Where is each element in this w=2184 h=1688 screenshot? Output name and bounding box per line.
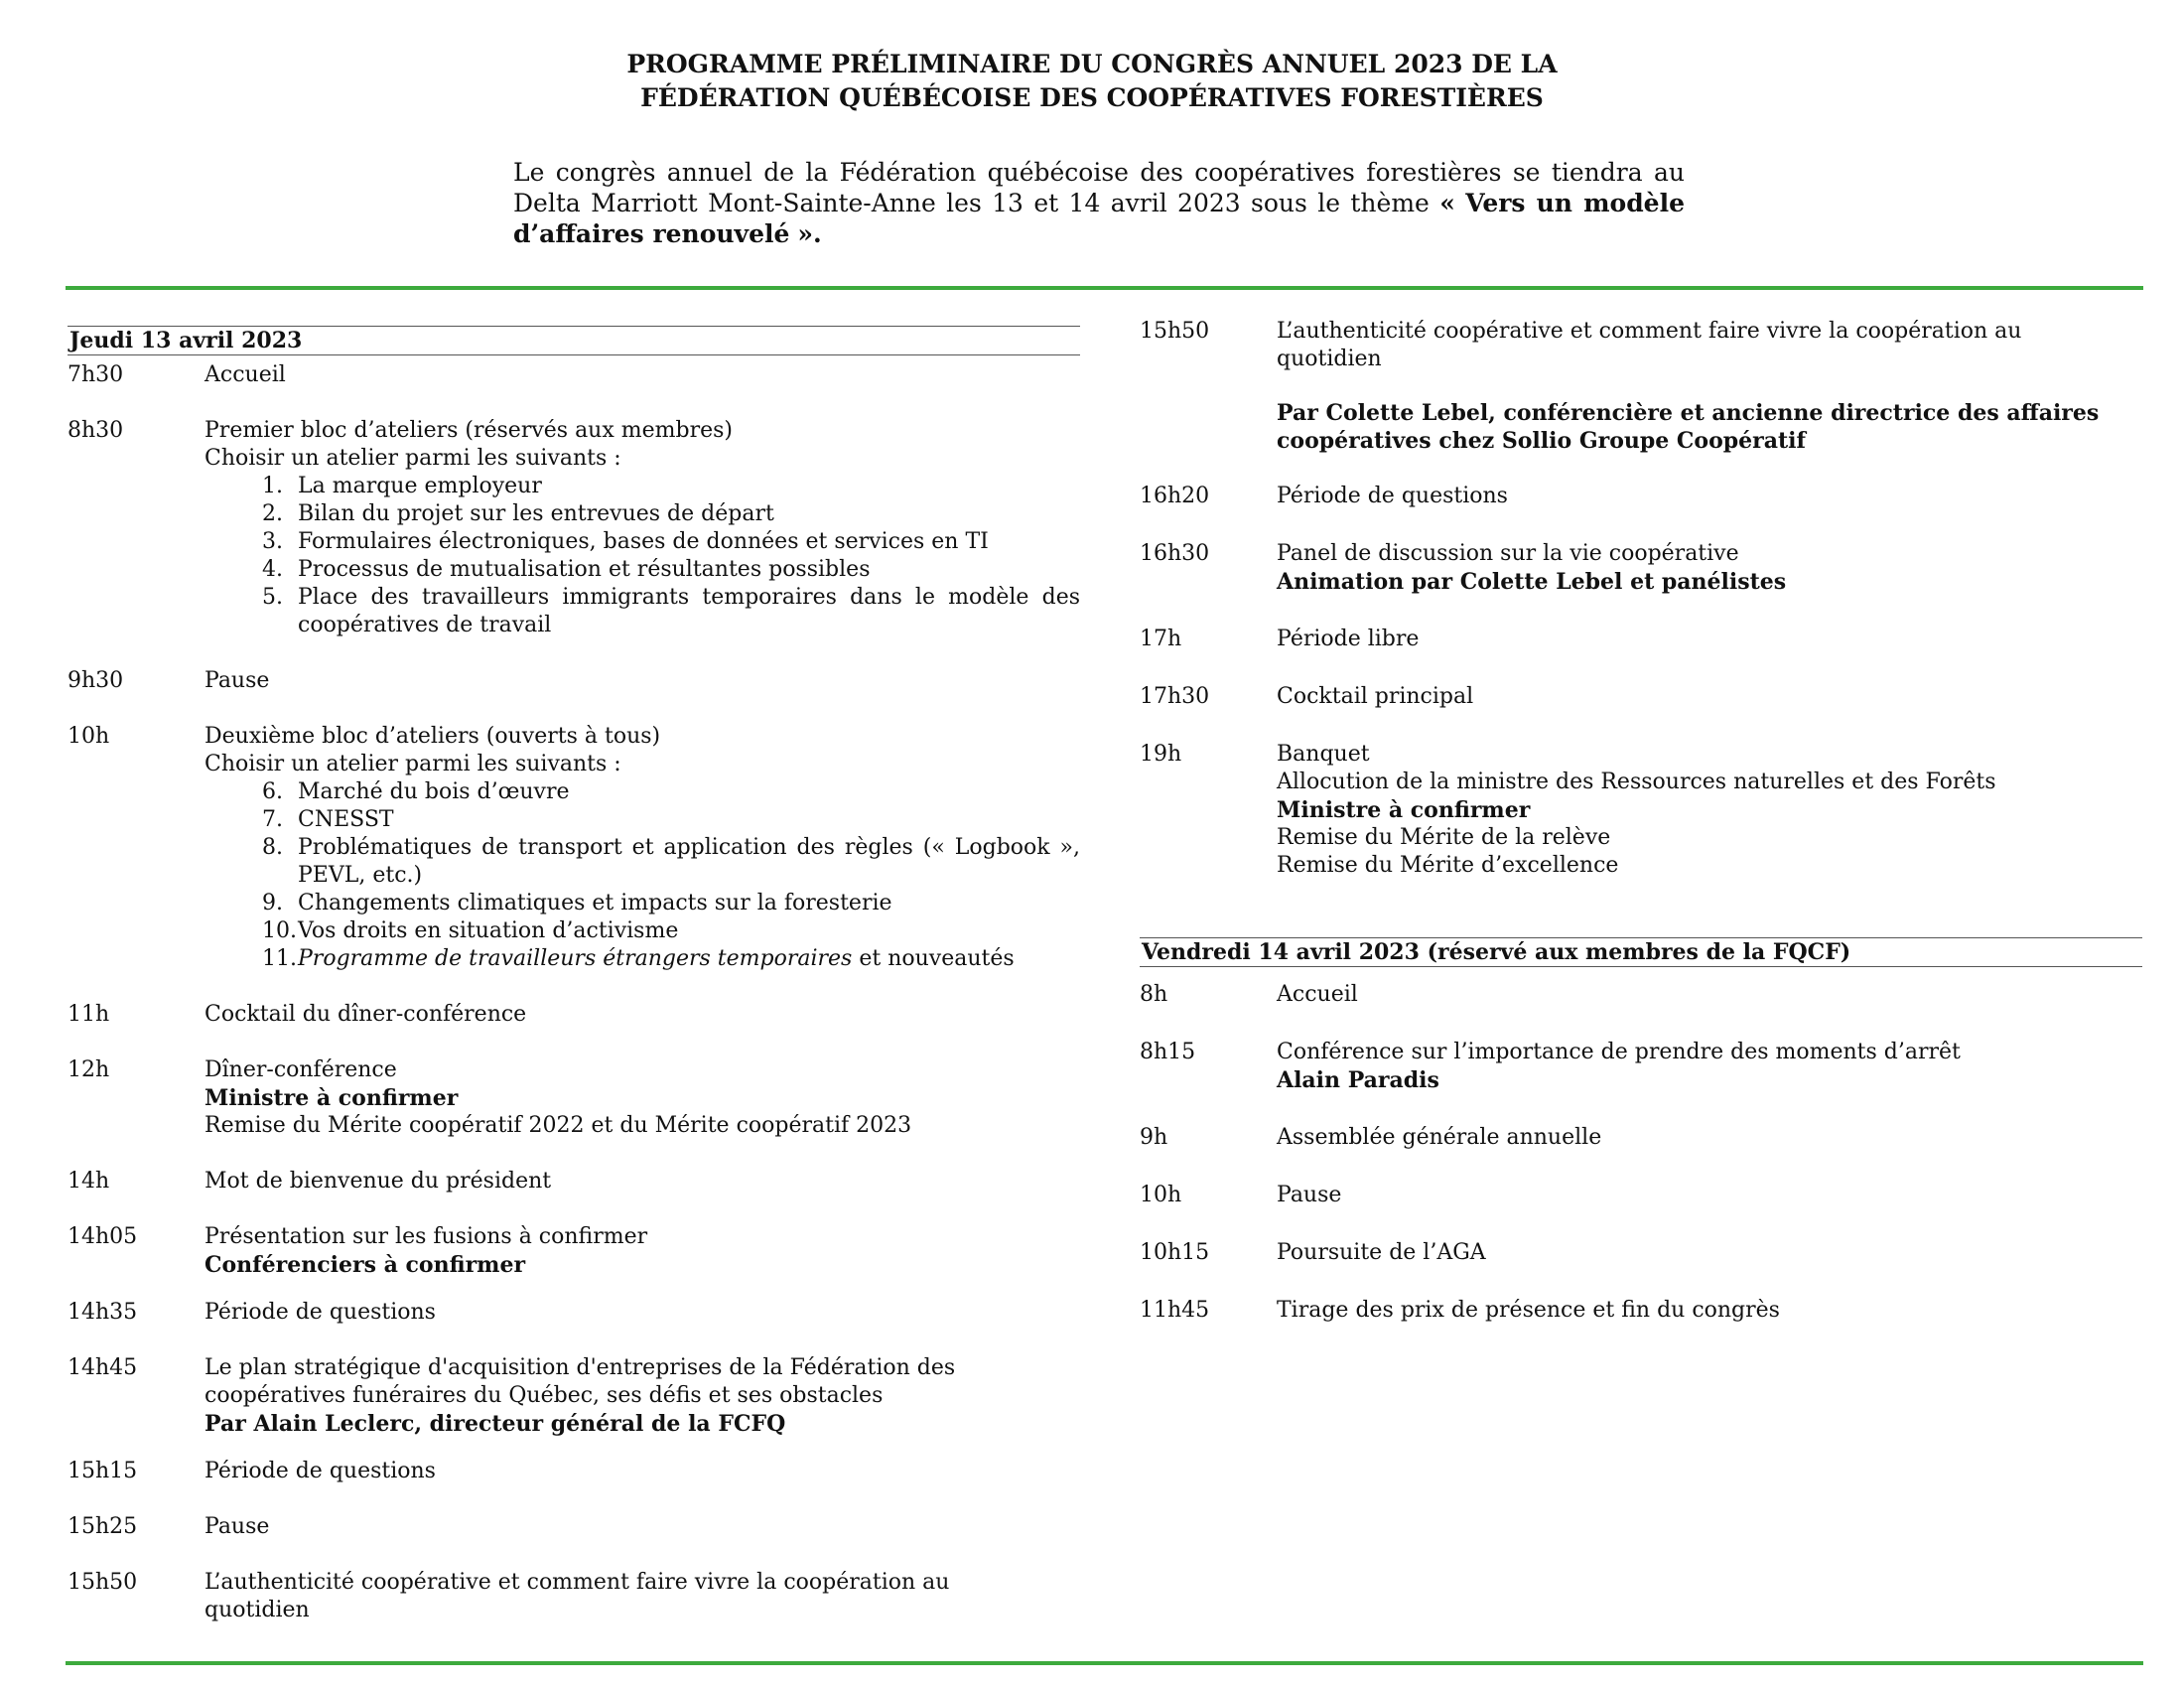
entry-label: L’authenticité coopérative et comment faire vivre la coopération au quotidien (205, 1570, 950, 1622)
workshop-list-1 (205, 473, 1080, 639)
entry-time: 10h15 (1140, 1240, 1210, 1265)
entry-time: 10h (68, 724, 110, 749)
entry-note: Remise du Mérite coopératif 2022 et du Mérite coopératif 2023 (205, 1113, 912, 1138)
schedule-entry (1140, 981, 2142, 1009)
entry-time: 14h35 (68, 1300, 138, 1325)
entry-label: Accueil (205, 362, 286, 387)
schedule-entry (1140, 683, 2142, 711)
schedule-entry (68, 1354, 1080, 1438)
entry-label: Dîner-conférence (205, 1057, 397, 1082)
entry-time: 12h (68, 1057, 110, 1082)
title-line-1: PROGRAMME PRÉLIMINAIRE DU CONGRÈS ANNUEL 2023 DE LA (626, 50, 1558, 78)
entry-note: Remise du Mérite de la relève (1277, 825, 1611, 850)
schedule-entry (68, 1299, 1080, 1327)
entry-label: Poursuite de l’AGA (1277, 1240, 1486, 1265)
list-item: 4. Processus de mutualisation et résultantes possibles (262, 557, 871, 582)
entry-label: Premier bloc d’ateliers (réservés aux membres) (205, 418, 733, 443)
list-item: 3. Formulaires électroniques, bases de données et services en TI (262, 529, 989, 554)
entry-time: 14h05 (68, 1224, 138, 1249)
schedule-entry (1140, 626, 2142, 653)
entry-time: 9h (1140, 1125, 1168, 1150)
intro-quote-close: ». (797, 219, 822, 248)
schedule-entry (1140, 1124, 2142, 1152)
schedule-entry (68, 1223, 1080, 1279)
entry-label: Banquet (1277, 742, 1370, 767)
entry-time: 9h30 (68, 668, 124, 693)
entry-label: L’authenticité coopérative et comment faire vivre la coopération au quotidien (1277, 319, 2022, 371)
top-divider (66, 286, 2143, 290)
entry-choose-note: Choisir un atelier parmi les suivants : (205, 752, 621, 776)
workshop-list-2 (205, 778, 1080, 973)
schedule-entry (68, 1001, 1080, 1029)
entry-time: 7h30 (68, 362, 124, 387)
schedule-entry (68, 361, 1080, 389)
entry-label: Le plan stratégique d'acquisition d'entreprises de la Fédération des coopératives funéraires du Québec, ses défis et ses obstacles (205, 1355, 956, 1408)
list-item: 10. Vos droits en situation d’activisme (262, 918, 679, 943)
schedule-entry (1140, 1039, 2142, 1094)
entry-label: Panel de discussion sur la vie coopérative (1277, 541, 1739, 566)
entry-speaker: Ministre à confirmer (1277, 797, 1531, 823)
schedule-entry (68, 1569, 1080, 1624)
entry-label: Pause (205, 668, 270, 693)
entry-time: 8h (1140, 982, 1168, 1007)
intro-theme: Vers un modèle d’affaires renouvelé (513, 189, 1685, 248)
intro-quote-open: « (1439, 189, 1455, 217)
list-item: 9. Changements climatiques et impacts sur la foresterie (262, 891, 892, 915)
entry-label: Cocktail principal (1277, 684, 1474, 709)
entry-time: 11h45 (1140, 1298, 1210, 1323)
entry-time: 14h45 (68, 1355, 138, 1380)
list-item: 7. CNESST (262, 807, 394, 832)
entry-label: Période libre (1277, 627, 1420, 651)
entry-label: Deuxième bloc d’ateliers (ouverts à tous) (205, 724, 661, 749)
title-line-2: FÉDÉRATION QUÉBÉCOISE DES COOPÉRATIVES FORESTIÈRES (640, 83, 1544, 112)
entry-label: Période de questions (205, 1459, 436, 1483)
bottom-divider (66, 1661, 2143, 1665)
day-heading-thursday: Jeudi 13 avril 2023 (68, 326, 1080, 355)
schedule-entry (1140, 399, 2142, 455)
schedule-left-column (68, 326, 1080, 1624)
schedule-entry (68, 417, 1080, 473)
schedule-entry (1140, 318, 2142, 373)
list-item: 5. Place des travailleurs immigrants temporaires dans le modèle des coopératives de travail (262, 585, 1080, 637)
intro-text: Le congrès annuel de la Fédération québécoise des coopératives forestières se tiendra au Delta Marriott Mont-Sainte-Anne les 13 et 14 avril 2023 sous le thème (513, 158, 1685, 217)
entry-label: Tirage des prix de présence et fin du congrès (1277, 1298, 1780, 1323)
entry-speaker: Animation par Colette Lebel et panélistes (1277, 569, 1787, 595)
entry-time: 17h30 (1140, 684, 1210, 709)
entry-time: 15h50 (1140, 319, 1210, 344)
entry-time: 10h (1140, 1183, 1182, 1207)
schedule-entry (68, 667, 1080, 695)
entry-time: 8h15 (1140, 1040, 1196, 1064)
schedule-entry (68, 1168, 1080, 1196)
entry-note: Allocution de la ministre des Ressources naturelles et des Forêts (1277, 770, 1996, 794)
entry-label: Accueil (1277, 982, 1358, 1007)
entry-note: Remise du Mérite d’excellence (1277, 853, 1619, 878)
entry-time: 14h (68, 1169, 110, 1194)
intro-paragraph (513, 157, 1685, 249)
entry-label: Cocktail du dîner-conférence (205, 1002, 527, 1027)
list-item: 11. Programme de travailleurs étrangers temporaires et nouveautés (262, 946, 1015, 971)
entry-label: Assemblée générale annuelle (1277, 1125, 1602, 1150)
entry-speaker: Ministre à confirmer (205, 1085, 459, 1111)
entry-label: Pause (1277, 1183, 1342, 1207)
schedule-entry (68, 1458, 1080, 1485)
entry-time: 16h20 (1140, 484, 1210, 508)
list-item: 1. La marque employeur (262, 474, 542, 498)
schedule-entry (1140, 1182, 2142, 1209)
list-item: 2. Bilan du projet sur les entrevues de départ (262, 501, 774, 526)
entry-time: 17h (1140, 627, 1182, 651)
entry-time: 15h25 (68, 1514, 138, 1539)
entry-time: 11h (68, 1002, 110, 1027)
entry-label: Pause (205, 1514, 270, 1539)
entry-time: 8h30 (68, 418, 124, 443)
list-item: 6. Marché du bois d’œuvre (262, 779, 570, 804)
entry-label: Période de questions (205, 1300, 436, 1325)
entry-time: 15h15 (68, 1459, 138, 1483)
schedule-entry (1140, 741, 2142, 880)
entry-label: Présentation sur les fusions à confirmer (205, 1224, 648, 1249)
entry-label: Période de questions (1277, 484, 1508, 508)
schedule-entry (68, 723, 1080, 778)
schedule-entry (68, 1513, 1080, 1541)
list-item: 8. Problématiques de transport et application des règles (« Logbook », PEVL, etc.) (262, 835, 1080, 888)
entry-speaker: Par Alain Leclerc, directeur général de la FCFQ (205, 1411, 786, 1437)
schedule-entry (68, 1056, 1080, 1140)
page-title (0, 48, 2184, 115)
day-heading-friday: Vendredi 14 avril 2023 (réservé aux membres de la FQCF) (1140, 937, 2142, 967)
schedule-entry (1140, 483, 2142, 510)
entry-choose-note: Choisir un atelier parmi les suivants : (205, 446, 621, 471)
schedule-entry (1140, 1297, 2142, 1325)
entry-label: Mot de bienvenue du président (205, 1169, 552, 1194)
entry-time: 16h30 (1140, 541, 1210, 566)
entry-speaker: Conférenciers à confirmer (205, 1252, 526, 1278)
entry-time: 19h (1140, 742, 1182, 767)
entry-label: Conférence sur l’importance de prendre des moments d’arrêt (1277, 1040, 1961, 1064)
schedule-entry (1140, 1239, 2142, 1267)
schedule-right-column (1140, 318, 2142, 1325)
entry-speaker: Par Colette Lebel, conférencière et ancienne directrice des affaires coopératives chez Sollio Groupe Coopératif (1277, 400, 2100, 454)
schedule-entry (1140, 540, 2142, 596)
entry-time: 15h50 (68, 1570, 138, 1595)
entry-speaker: Alain Paradis (1277, 1067, 1439, 1093)
